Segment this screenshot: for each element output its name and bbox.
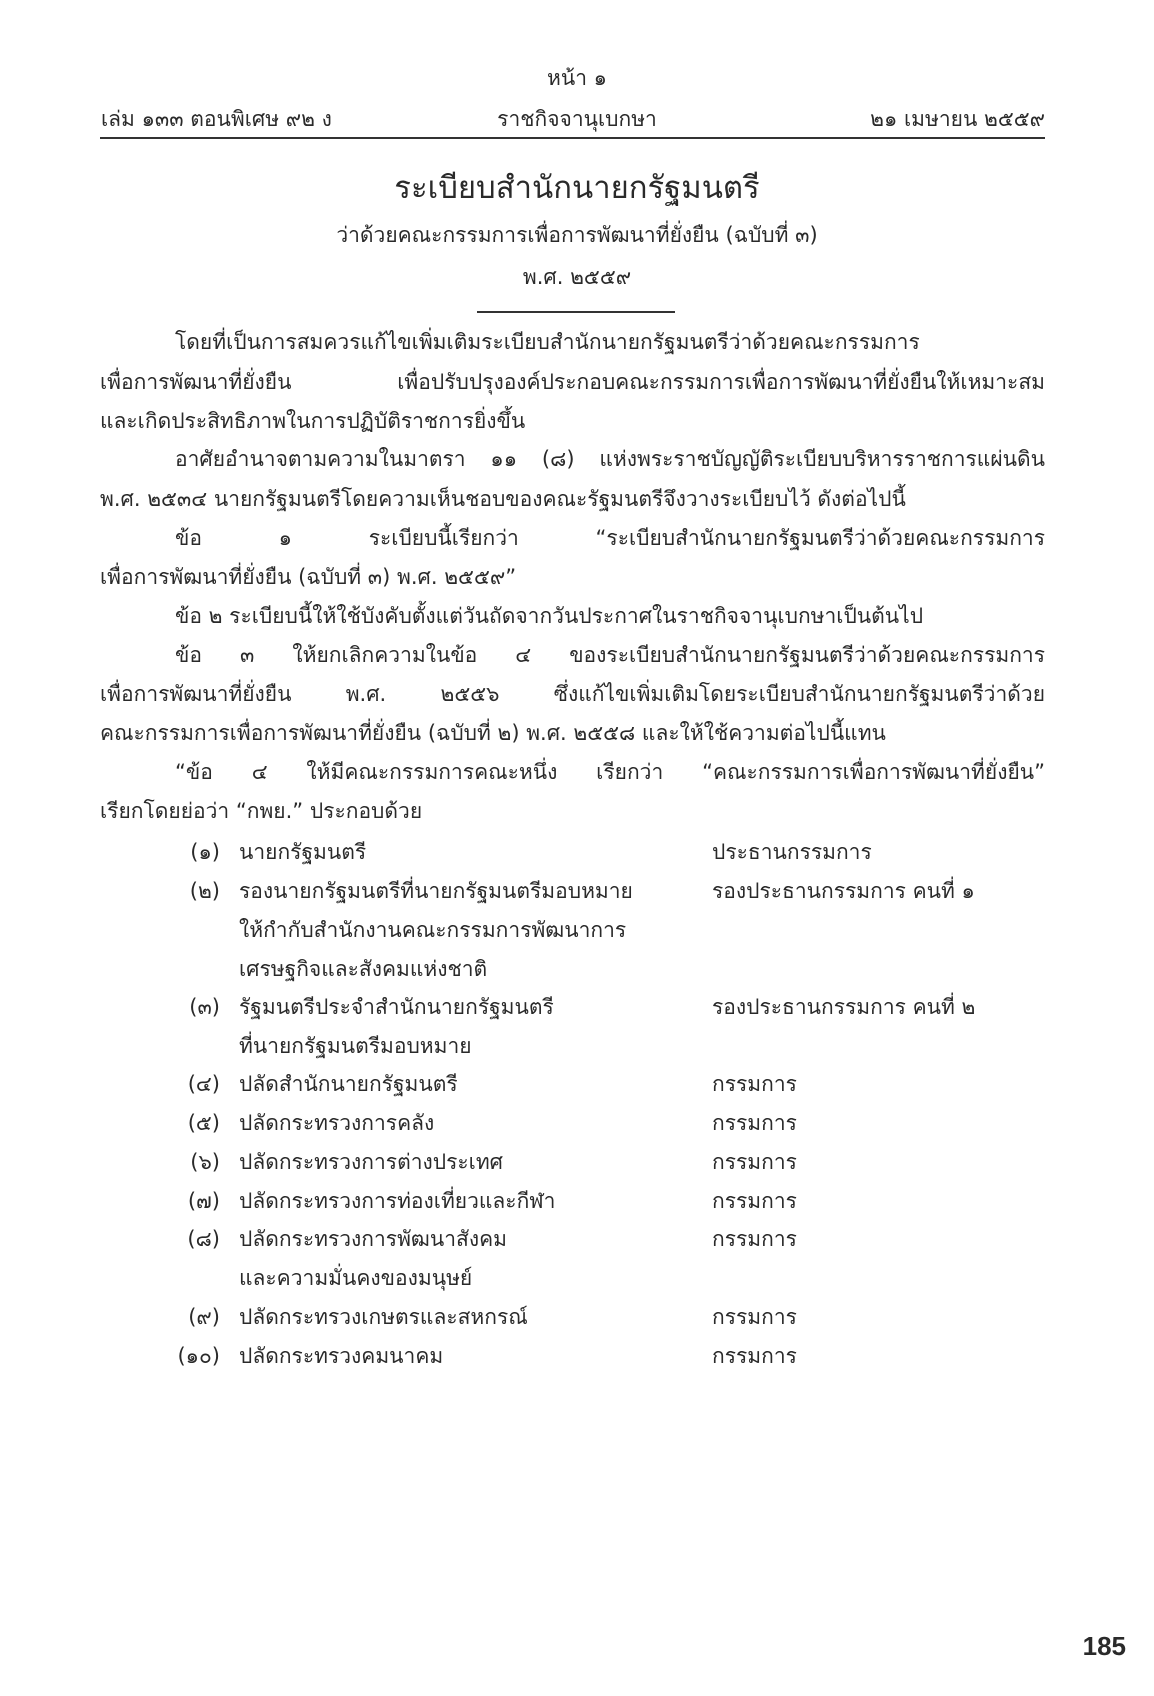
document-subtitle: ว่าด้วยคณะกรรมการเพื่อการพัฒนาที่ยั่งยืน (ฉบับที่ ๓) xyxy=(336,223,818,247)
member-number: (๘) xyxy=(187,1227,220,1251)
folio-number: 185 xyxy=(1082,1631,1126,1661)
header-rule xyxy=(100,137,1045,139)
member-name: ปลัดกระทรวงการคลัง xyxy=(239,1111,435,1135)
member-role: กรรมการ xyxy=(712,1189,797,1213)
member-name: ปลัดกระทรวงเกษตรและสหกรณ์ xyxy=(239,1305,528,1329)
clause-1: ข้อ ๑ ระเบียบนี้เรียกว่า “ระเบียบสำนักนายกรัฐมนตรีว่าด้วยคณะกรรมการ xyxy=(175,526,1045,550)
clause-2: ข้อ ๒ ระเบียบนี้ให้ใช้บังคับตั้งแต่วันถัดจากวันประกาศในราชกิจจานุเบกษาเป็นต้นไป xyxy=(175,604,924,628)
body-line: และเกิดประสิทธิภาพในการปฏิบัติราชการยิ่งขึ้น xyxy=(100,409,526,433)
member-name: และความมั่นคงของมนุษย์ xyxy=(239,1266,473,1290)
member-name: ปลัดกระทรวงการพัฒนาสังคม xyxy=(239,1227,507,1251)
member-number: (๑๐) xyxy=(177,1344,220,1368)
clause-3: ข้อ ๓ ให้ยกเลิกความในข้อ ๔ ของระเบียบสำนักนายกรัฐมนตรีว่าด้วยคณะกรรมการ xyxy=(175,643,1045,667)
member-role: กรรมการ xyxy=(712,1227,797,1251)
member-name: ที่นายกรัฐมนตรีมอบหมาย xyxy=(239,1034,472,1058)
member-role: กรรมการ xyxy=(712,1072,797,1096)
member-name: รองนายกรัฐมนตรีที่นายกรัฐมนตรีมอบหมาย xyxy=(239,879,633,903)
member-number: (๓) xyxy=(189,995,220,1019)
body-line: พ.ศ. ๒๕๓๔ นายกรัฐมนตรีโดยความเห็นชอบของคณะรัฐมนตรีจึงวางระเบียบไว้ ดังต่อไปนี้ xyxy=(100,487,906,511)
body-line: เพื่อการพัฒนาที่ยั่งยืน พ.ศ. ๒๕๕๖ ซึ่งแก้ไขเพิ่มเติมโดยระเบียบสำนักนายกรัฐมนตรีว่าด้วย xyxy=(100,682,1045,706)
member-name: ปลัดสำนักนายกรัฐมนตรี xyxy=(239,1072,458,1096)
member-role: กรรมการ xyxy=(712,1344,797,1368)
member-name: ปลัดกระทรวงการท่องเที่ยวและกีฬา xyxy=(239,1189,556,1213)
member-name: ให้กำกับสำนักงานคณะกรรมการพัฒนาการ xyxy=(239,918,627,942)
page-number-label: หน้า ๑ xyxy=(547,66,607,90)
member-number: (๒) xyxy=(189,879,220,903)
member-name: เศรษฐกิจและสังคมแห่งชาติ xyxy=(239,957,488,981)
document-year: พ.ศ. ๒๕๕๙ xyxy=(522,265,632,289)
member-number: (๔) xyxy=(187,1072,220,1096)
member-role: กรรมการ xyxy=(712,1150,797,1174)
volume-label: เล่ม ๑๓๓ ตอนพิเศษ ๙๒ ง xyxy=(101,107,332,131)
member-role: กรรมการ xyxy=(712,1111,797,1135)
member-number: (๕) xyxy=(187,1111,220,1135)
member-number: (๗) xyxy=(187,1189,220,1213)
member-number: (๖) xyxy=(190,1150,220,1174)
member-number: (๑) xyxy=(190,840,220,864)
gazette-name: ราชกิจจานุเบกษา xyxy=(497,107,657,131)
body-line: คณะกรรมการเพื่อการพัฒนาที่ยั่งยืน (ฉบับที่ ๒) พ.ศ. ๒๕๕๘ และให้ใช้ความต่อไปนี้แทน xyxy=(100,721,886,745)
clause-4: “ข้อ ๔ ให้มีคณะกรรมการคณะหนึ่ง เรียกว่า “คณะกรรมการเพื่อการพัฒนาที่ยั่งยืน” xyxy=(175,760,1045,784)
member-name: ปลัดกระทรวงคมนาคม xyxy=(239,1344,444,1368)
body-line: เพื่อการพัฒนาที่ยั่งยืน (ฉบับที่ ๓) พ.ศ. ๒๕๕๙” xyxy=(100,565,517,589)
body-line: โดยที่เป็นการสมควรแก้ไขเพิ่มเติมระเบียบสำนักนายกรัฐมนตรีว่าด้วยคณะกรรมการ xyxy=(175,330,920,354)
document-title: ระเบียบสำนักนายกรัฐมนตรี xyxy=(394,170,760,206)
member-role: กรรมการ xyxy=(712,1305,797,1329)
member-role: รองประธานกรรมการ คนที่ ๒ xyxy=(712,995,976,1019)
title-rule xyxy=(477,311,675,313)
member-name: รัฐมนตรีประจำสำนักนายกรัฐมนตรี xyxy=(239,995,554,1019)
member-role: ประธานกรรมการ xyxy=(712,840,872,864)
member-number: (๙) xyxy=(188,1305,220,1329)
body-line: อาศัยอำนาจตามความในมาตรา ๑๑ (๘) แห่งพระราชบัญญัติระเบียบบริหารราชการแผ่นดิน xyxy=(175,447,1045,471)
issue-date: ๒๑ เมษายน ๒๕๕๙ xyxy=(870,107,1045,131)
body-line: เรียกโดยย่อว่า “กพย.” ประกอบด้วย xyxy=(100,799,423,823)
member-role: รองประธานกรรมการ คนที่ ๑ xyxy=(712,879,975,903)
member-name: นายกรัฐมนตรี xyxy=(239,840,367,864)
member-name: ปลัดกระทรวงการต่างประเทศ xyxy=(239,1150,503,1174)
body-line: เพื่อการพัฒนาที่ยั่งยืน เพื่อปรับปรุงองค์ประกอบคณะกรรมการเพื่อการพัฒนาที่ยั่งยืนให้เหมาะสม xyxy=(100,370,1045,394)
